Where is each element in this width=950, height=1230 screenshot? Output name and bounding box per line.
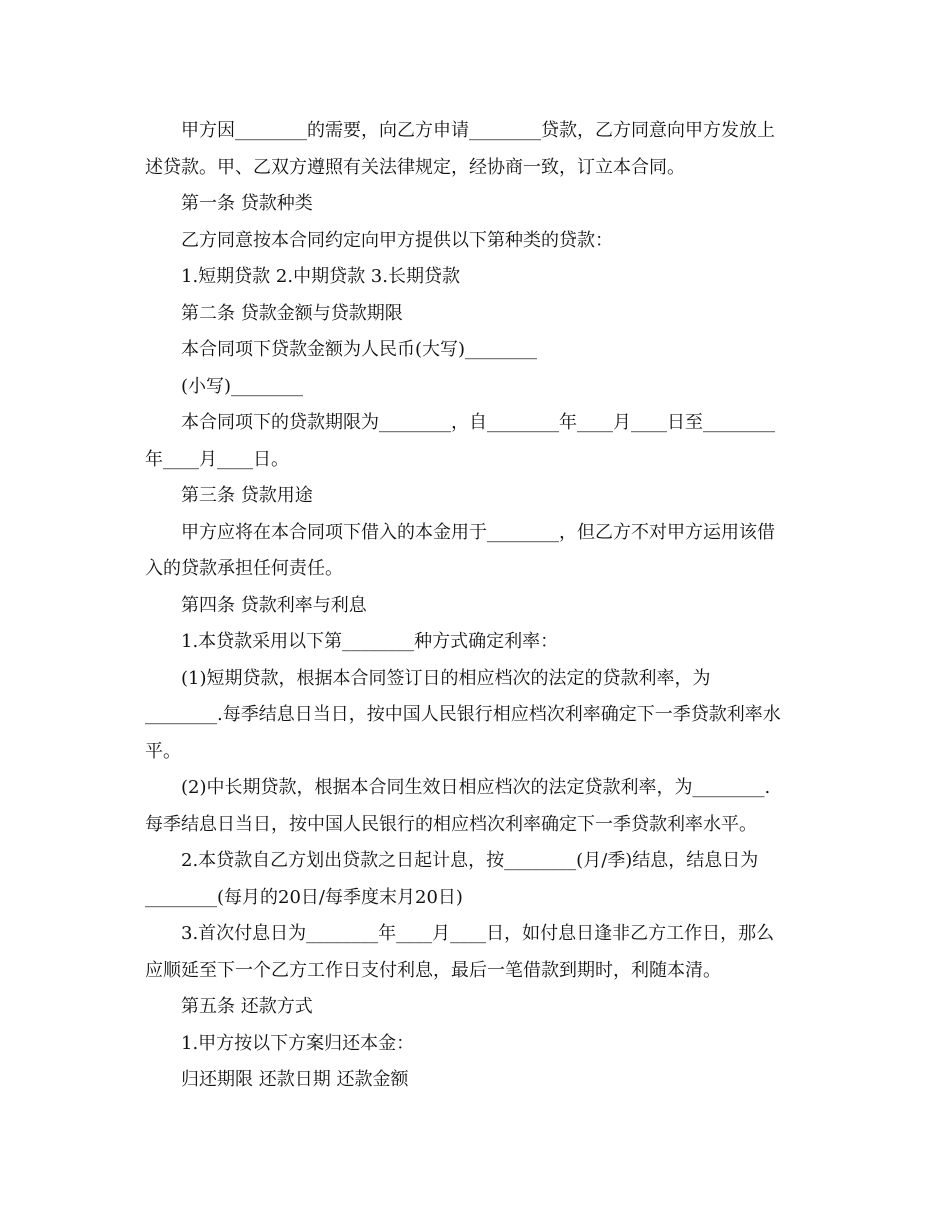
short-term-rate-line-3: 平。 xyxy=(145,740,181,762)
loan-amount-upper: 本合同项下贷款金额为人民币(大写)________ xyxy=(181,339,538,360)
first-payment-line-1: 3.首次付息日为________年____月____日，如付息日逢非乙方工作日，那么 xyxy=(181,923,775,944)
interest-calc-line-1: 2.本贷款自乙方划出贷款之日起计息，按________(月/季)结息，结息日为 xyxy=(181,850,759,871)
intro-line-2: 述贷款。甲、乙双方遵照有关法律规定，经协商一致，订立本合同。 xyxy=(145,156,685,178)
interest-calc-line-2: ________(每月的20日/每季度末月20日) xyxy=(145,886,463,908)
article-5-heading: 第五条 还款方式 xyxy=(181,996,313,1017)
article-2-heading: 第二条 贷款金额与贷款期限 xyxy=(181,302,403,324)
purpose-line-1: 甲方应将在本合同项下借入的本金用于________，但乙方不对甲方运用该借 xyxy=(181,521,775,543)
article-3-heading: 第三条 贷款用途 xyxy=(181,485,313,506)
purpose-line-2: 入的贷款承担任何责任。 xyxy=(145,558,343,579)
intro-line-1: 甲方因________的需要，向乙方申请________贷款，乙方同意向甲方发放上 xyxy=(181,120,775,141)
contract-body xyxy=(145,113,805,1099)
rate-method-line: 1.本贷款采用以下第________种方式确定利率： xyxy=(181,631,559,652)
repayment-plan-line: 1.甲方按以下方案归还本金： xyxy=(181,1032,415,1054)
loan-type-options: 1.短期贷款 2.中期贷款 3.长期贷款 xyxy=(181,266,460,287)
first-payment-line-2: 应顺延至下一个乙方工作日支付利息，最后一笔借款到期时，利随本清。 xyxy=(145,959,721,981)
short-term-rate-line-2: ________.每季结息日当日，按中国人民银行相应档次利率确定下一季贷款利率水 xyxy=(145,704,781,725)
article-1-heading: 第一条 贷款种类 xyxy=(181,193,313,214)
loan-amount-lower: (小写)________ xyxy=(181,375,304,397)
loan-term-line-2: 年____月____日。 xyxy=(145,448,289,470)
article-1-text: 乙方同意按本合同约定向甲方提供以下第种类的贷款： xyxy=(181,229,613,251)
loan-term-line-1: 本合同项下的贷款期限为________，自________年____月____日至________ xyxy=(181,412,775,433)
short-term-rate-line-1: (1)短期贷款，根据本合同签订日的相应档次的法定的贷款利率，为 xyxy=(181,667,711,689)
repayment-table-header: 归还期限 还款日期 还款金额 xyxy=(181,1069,409,1090)
article-4-heading: 第四条 贷款利率与利息 xyxy=(181,594,367,616)
long-term-rate-line-2: 每季结息日当日，按中国人民银行的相应档次利率确定下一季贷款利率水平。 xyxy=(145,813,757,835)
long-term-rate-line-1: (2)中长期贷款，根据本合同生效日相应档次的法定贷款利率，为________. xyxy=(181,777,771,798)
